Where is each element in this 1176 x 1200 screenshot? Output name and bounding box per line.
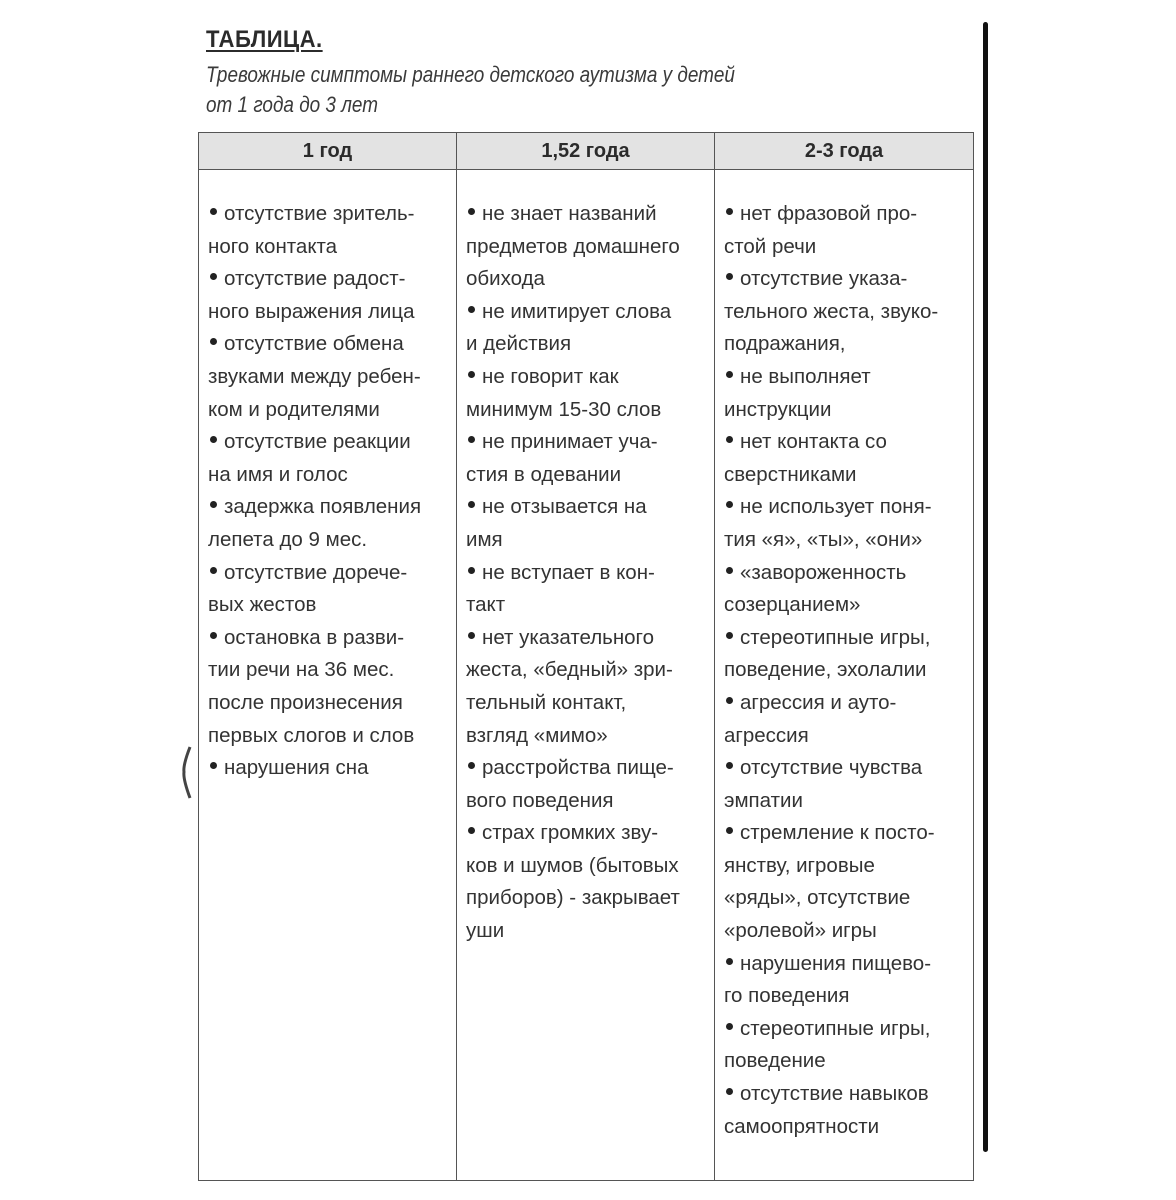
list-item-line xyxy=(208,557,450,590)
list-item xyxy=(466,426,708,491)
list-item-line xyxy=(466,850,708,883)
list-item-text: расстройства пище- xyxy=(482,756,674,780)
list-item-text: агрессия и ауто- xyxy=(740,690,897,714)
list-item-line xyxy=(724,850,967,883)
bullet-icon xyxy=(210,632,217,639)
list-item-text: страх громких зву- xyxy=(482,821,659,845)
list-item-text: отсутствие навыков xyxy=(740,1082,929,1106)
list-item-line xyxy=(208,654,450,687)
bullet-icon xyxy=(726,827,733,834)
list-item-text: уши xyxy=(466,919,505,943)
subtitle-line: Тревожные симптомы раннего детского аутизма у детей xyxy=(206,62,735,87)
list-item-text: приборов) - закрывает xyxy=(466,886,680,910)
list-item-text: отсутствие реакции xyxy=(224,430,411,454)
list-item-line xyxy=(208,361,450,394)
list-item-line xyxy=(208,394,450,427)
page-edge-left xyxy=(181,745,193,800)
list-item-line xyxy=(724,1078,967,1111)
list-item-text: звуками между ребен- xyxy=(208,364,421,388)
list-item xyxy=(724,557,967,622)
list-item-text: имя xyxy=(466,527,503,551)
list-item xyxy=(724,1013,967,1078)
list-item-line xyxy=(466,654,708,687)
column-1-year xyxy=(199,170,457,1181)
list-item xyxy=(724,817,967,947)
list-item-text: тельного жеста, звуко- xyxy=(724,299,939,323)
list-item-text: поведение, эхолалии xyxy=(724,658,927,682)
list-item-text: ного выражения лица xyxy=(208,299,415,323)
bullet-icon xyxy=(726,762,733,769)
list-item-line xyxy=(208,622,450,655)
header-age-1: 1 год xyxy=(199,133,457,170)
table-row xyxy=(199,170,974,1181)
list-item xyxy=(466,361,708,426)
list-item-line xyxy=(466,328,708,361)
symptoms-table xyxy=(198,132,974,1181)
list-item xyxy=(466,296,708,361)
bullet-icon xyxy=(468,306,475,313)
list-item-line xyxy=(466,459,708,492)
list-item xyxy=(466,817,708,947)
list-item-text: ков и шумов (бытовых xyxy=(466,853,679,877)
list-item-line xyxy=(724,361,967,394)
list-item-line xyxy=(466,915,708,948)
list-item xyxy=(724,622,967,687)
list-item-text: минимум 15-30 слов xyxy=(466,397,662,421)
list-item-line xyxy=(724,948,967,981)
list-item-line xyxy=(208,263,450,296)
list-item-text: задержка появления xyxy=(224,495,422,519)
table-header-row xyxy=(199,133,974,170)
list-item-line xyxy=(466,589,708,622)
list-item-line xyxy=(724,980,967,1013)
list-item-text: эмпатии xyxy=(724,788,803,812)
list-item-line xyxy=(466,361,708,394)
list-item-text: отсутствие дорече- xyxy=(224,560,408,584)
list-item-text: нарушения сна xyxy=(224,756,369,780)
list-item xyxy=(724,687,967,752)
list-item-line xyxy=(466,557,708,590)
list-item-line xyxy=(724,622,967,655)
list-item-line xyxy=(724,491,967,524)
list-item-text: вого поведения xyxy=(466,788,614,812)
list-item-line xyxy=(466,524,708,557)
list-item xyxy=(724,1078,967,1143)
bullet-icon xyxy=(468,208,475,215)
list-item-text: не использует поня- xyxy=(740,495,932,519)
list-item-text: взгляд «мимо» xyxy=(466,723,608,747)
list-item-line xyxy=(208,328,450,361)
list-item-line xyxy=(724,328,967,361)
list-item xyxy=(724,491,967,556)
list-item-text: предметов домашнего xyxy=(466,234,680,258)
bullet-icon xyxy=(726,1023,733,1030)
list-item-text: нарушения пищево- xyxy=(740,951,932,975)
list-item-line xyxy=(208,752,450,785)
list-item-text: нет указательного xyxy=(482,625,654,649)
document-subtitle xyxy=(206,60,735,120)
list-item xyxy=(466,557,708,622)
list-item-text: агрессия xyxy=(724,723,809,747)
list-item xyxy=(724,361,967,426)
list-item-text: такт xyxy=(466,593,506,617)
bullet-icon xyxy=(726,273,733,280)
list-item-line xyxy=(724,687,967,720)
list-item-text: сверстниками xyxy=(724,462,857,486)
list-item xyxy=(208,328,450,426)
bullet-icon xyxy=(726,958,733,965)
bullet-icon xyxy=(210,762,217,769)
bullet-icon xyxy=(468,436,475,443)
list-item-text: обихода xyxy=(466,267,545,291)
list-item-line xyxy=(724,557,967,590)
list-item-line xyxy=(724,720,967,753)
list-item-line xyxy=(724,394,967,427)
list-item-text: тия «я», «ты», «они» xyxy=(724,527,923,551)
bullet-icon xyxy=(726,371,733,378)
column-1-5-2-years xyxy=(457,170,715,1181)
bullet-icon xyxy=(726,1088,733,1095)
header-age-2-3: 2-3 года xyxy=(715,133,974,170)
list-item xyxy=(724,948,967,1013)
list-item-line xyxy=(466,426,708,459)
list-item-text: созерцанием» xyxy=(724,593,861,617)
list-item-line xyxy=(466,296,708,329)
list-item-line xyxy=(724,231,967,264)
list-item-line xyxy=(466,785,708,818)
bullet-icon xyxy=(210,501,217,508)
list-item-line xyxy=(724,1045,967,1078)
subtitle-line: от 1 года до 3 лет xyxy=(206,92,378,117)
list-item-line xyxy=(208,589,450,622)
list-item xyxy=(208,263,450,328)
list-item-text: не знает названий xyxy=(482,202,657,225)
bullet-icon xyxy=(726,501,733,508)
list-item-line xyxy=(208,426,450,459)
list-item-line xyxy=(208,687,450,720)
list-item-line xyxy=(208,231,450,264)
list-item-text: тельный контакт, xyxy=(466,690,627,714)
list-item xyxy=(466,752,708,817)
list-item-text: отсутствие радост- xyxy=(224,267,406,291)
list-item-line xyxy=(208,296,450,329)
list-item-text: ком и родителями xyxy=(208,397,380,421)
list-item-line xyxy=(466,198,708,231)
list-item-text: поведение xyxy=(724,1049,826,1073)
list-item-line xyxy=(724,915,967,948)
list-item-line xyxy=(466,752,708,785)
bullet-icon xyxy=(726,632,733,639)
list-item-text: не вступает в кон- xyxy=(482,560,655,584)
list-item-text: нет фразовой про- xyxy=(740,202,918,225)
list-item-text: ного контакта xyxy=(208,234,338,258)
list-item xyxy=(466,198,708,296)
bullet-icon xyxy=(468,762,475,769)
list-item-text: самоопрятности xyxy=(724,1114,880,1138)
list-item xyxy=(466,622,708,752)
list-item-text: жеста, «бедный» зри- xyxy=(466,658,673,682)
list-item-line xyxy=(466,263,708,296)
list-item-text: отсутствие обмена xyxy=(224,332,404,356)
list-item-line xyxy=(724,296,967,329)
list-item-text: лепета до 9 мес. xyxy=(208,527,368,551)
list-item-line xyxy=(724,882,967,915)
bullet-icon xyxy=(726,567,733,574)
list-item xyxy=(208,426,450,491)
list-item-text: не выполняет xyxy=(740,364,871,388)
list-item-line xyxy=(208,524,450,557)
list-item-text: янству, игровые xyxy=(724,853,875,877)
list-item-line xyxy=(466,817,708,850)
document-title: ТАБЛИЦА. xyxy=(206,26,323,53)
list-item xyxy=(724,426,967,491)
bullet-icon xyxy=(210,567,217,574)
list-item-line xyxy=(466,720,708,753)
list-item-line xyxy=(724,1013,967,1046)
list-item-line xyxy=(724,198,967,231)
list-item-line xyxy=(208,491,450,524)
bullet-icon xyxy=(468,567,475,574)
list-item-text: стремление к посто- xyxy=(740,821,935,845)
list-item-line xyxy=(208,198,450,231)
list-item xyxy=(724,752,967,817)
page-edge-right xyxy=(983,22,988,1152)
list-item xyxy=(208,752,450,785)
list-item-line xyxy=(466,394,708,427)
list-item-text: не имитирует слова xyxy=(482,299,672,323)
list-item-line xyxy=(724,654,967,687)
list-item-line xyxy=(724,1111,967,1144)
list-item-line xyxy=(724,524,967,557)
list-item-line xyxy=(724,589,967,622)
bullet-icon xyxy=(468,501,475,508)
list-item-text: стереотипные игры, xyxy=(740,1016,931,1040)
list-item-text: стия в одевании xyxy=(466,462,622,486)
list-item xyxy=(208,198,450,263)
list-item-text: первых слогов и слов xyxy=(208,723,415,747)
list-item-text: инструкции xyxy=(724,397,832,421)
list-item-text: не говорит как xyxy=(482,364,619,388)
list-item xyxy=(724,263,967,361)
list-item-text: и действия xyxy=(466,332,572,356)
bullet-icon xyxy=(726,436,733,443)
bullet-icon xyxy=(210,208,217,215)
list-item-text: стой речи xyxy=(724,234,817,258)
list-item-line xyxy=(208,459,450,492)
bullet-icon xyxy=(726,697,733,704)
bullet-icon xyxy=(468,827,475,834)
list-item-text: нет контакта со xyxy=(740,430,887,454)
list-item-line xyxy=(466,231,708,264)
list-item-text: «ролевой» игры xyxy=(724,919,877,943)
list-item-text: «завороженность xyxy=(740,560,907,584)
bullet-icon xyxy=(468,632,475,639)
list-item-line xyxy=(724,817,967,850)
list-item-line xyxy=(724,459,967,492)
list-item xyxy=(208,491,450,556)
list-item-text: остановка в разви- xyxy=(224,625,405,649)
bullet-icon xyxy=(210,338,217,345)
list-item xyxy=(466,491,708,556)
list-item-line xyxy=(466,882,708,915)
list-item-text: го поведения xyxy=(724,984,850,1008)
list-item-line xyxy=(466,622,708,655)
header-age-1-5-2: 1,52 года xyxy=(457,133,715,170)
list-item xyxy=(208,622,450,752)
list-item-line xyxy=(208,720,450,753)
list-item-text: «ряды», отсутствие xyxy=(724,886,911,910)
list-item xyxy=(208,557,450,622)
list-item-line xyxy=(724,785,967,818)
list-item-text: не принимает уча- xyxy=(482,430,658,454)
bullet-icon xyxy=(210,273,217,280)
list-item-text: на имя и голос xyxy=(208,462,348,486)
list-item-line xyxy=(466,491,708,524)
list-item-text: после произнесения xyxy=(208,690,403,714)
list-item-line xyxy=(724,752,967,785)
list-item-text: не отзывается на xyxy=(482,495,647,519)
bullet-icon xyxy=(210,436,217,443)
list-item-text: стереотипные игры, xyxy=(740,625,931,649)
list-item-text: отсутствие чувства xyxy=(740,756,923,780)
list-item-text: подражания, xyxy=(724,332,846,356)
bullet-icon xyxy=(468,371,475,378)
list-item-line xyxy=(724,263,967,296)
list-item xyxy=(724,198,967,263)
bullet-icon xyxy=(726,208,733,215)
column-2-3-years xyxy=(715,170,974,1181)
list-item-text: отсутствие зритель- xyxy=(224,202,415,225)
list-item-text: отсутствие указа- xyxy=(740,267,908,291)
list-item-text: тии речи на 36 мес. xyxy=(208,658,395,682)
list-item-line xyxy=(724,426,967,459)
list-item-text: вых жестов xyxy=(208,593,317,617)
list-item-line xyxy=(466,687,708,720)
